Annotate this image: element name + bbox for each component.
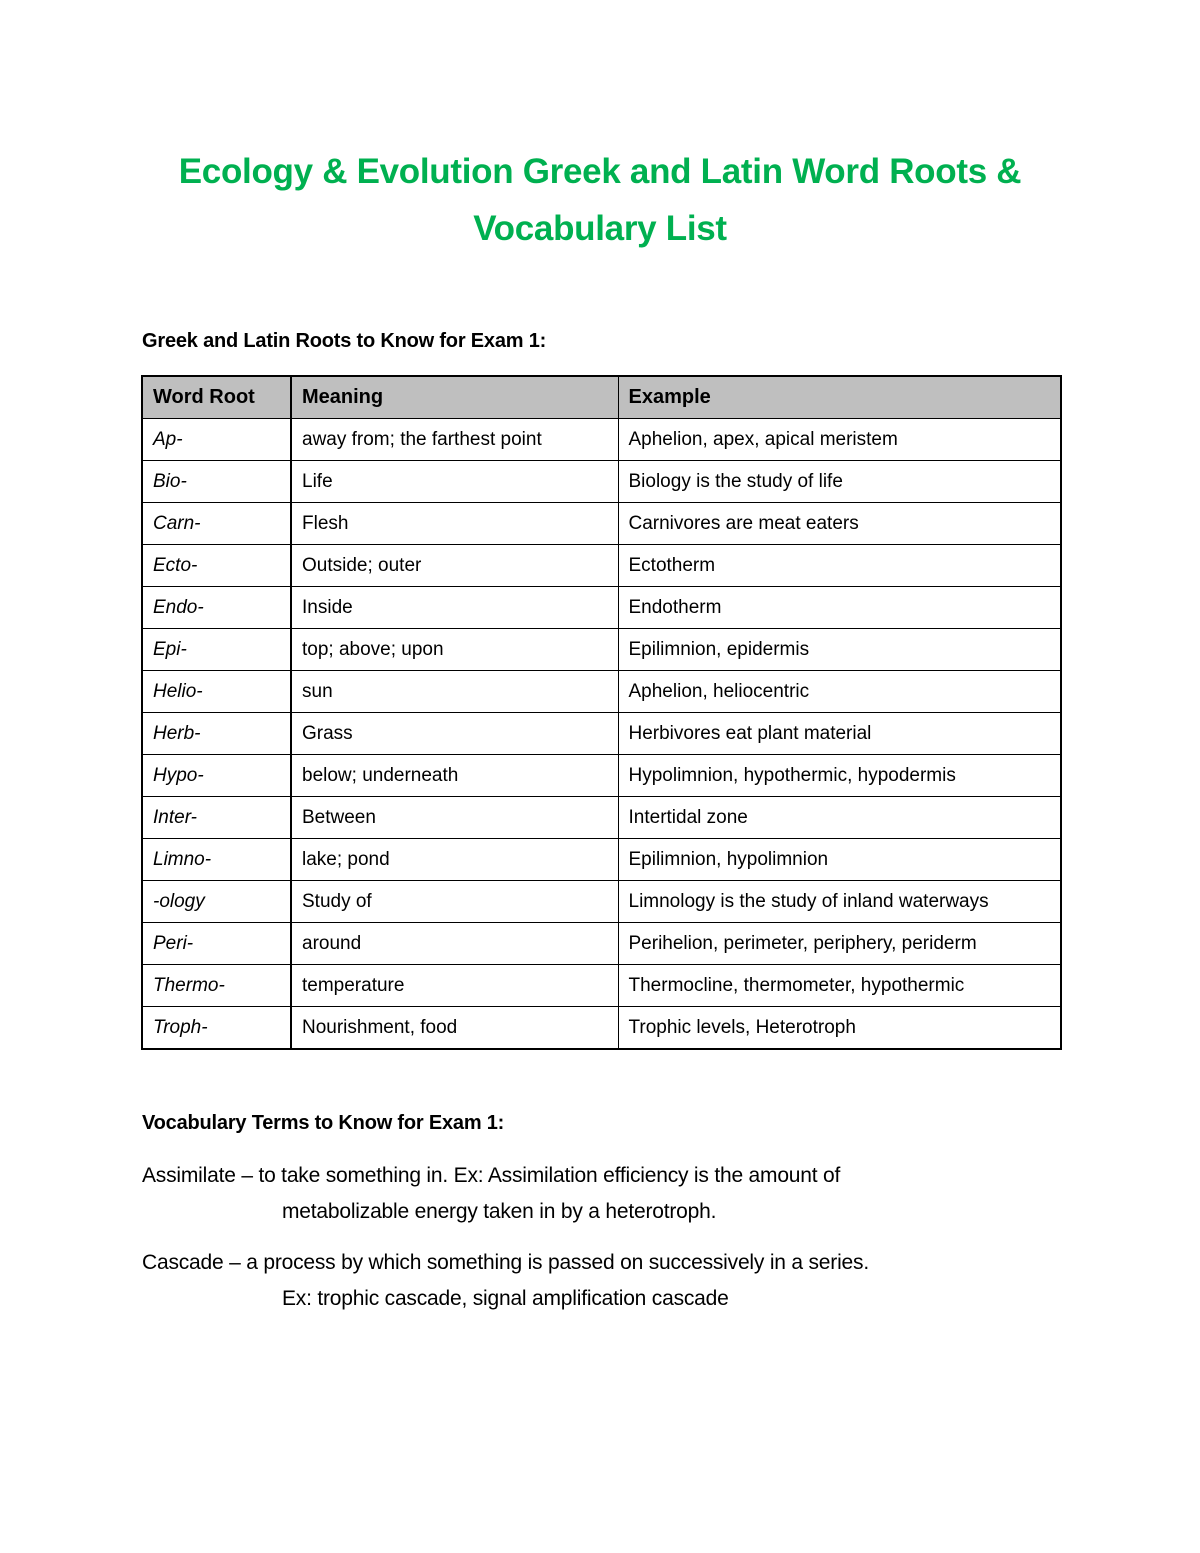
root-cell: -ology xyxy=(142,881,291,923)
example-cell: Intertidal zone xyxy=(618,797,1061,839)
meaning-cell: away from; the farthest point xyxy=(291,419,618,461)
example-cell: Biology is the study of life xyxy=(618,461,1061,503)
example-cell: Endotherm xyxy=(618,587,1061,629)
table-row xyxy=(142,713,1061,755)
root-cell: Peri- xyxy=(142,923,291,965)
table-row xyxy=(142,419,1061,461)
example-cell: Trophic levels, Heterotroph xyxy=(618,1007,1061,1050)
table-row xyxy=(142,461,1061,503)
root-cell: Helio- xyxy=(142,671,291,713)
column-header-word-root: Word Root xyxy=(142,376,291,419)
root-cell: Troph- xyxy=(142,1007,291,1050)
root-cell: Ecto- xyxy=(142,545,291,587)
column-header-meaning: Meaning xyxy=(291,376,618,419)
meaning-cell: temperature xyxy=(291,965,618,1007)
example-cell: Aphelion, heliocentric xyxy=(618,671,1061,713)
meaning-cell: Flesh xyxy=(291,503,618,545)
example-cell: Herbivores eat plant material xyxy=(618,713,1061,755)
vocab-term-cascade xyxy=(142,1245,1042,1317)
example-cell: Hypolimnion, hypothermic, hypodermis xyxy=(618,755,1061,797)
root-cell: Herb- xyxy=(142,713,291,755)
root-cell: Thermo- xyxy=(142,965,291,1007)
word-roots-table xyxy=(141,375,1062,1050)
meaning-cell: Between xyxy=(291,797,618,839)
meaning-cell: Outside; outer xyxy=(291,545,618,587)
table-row xyxy=(142,587,1061,629)
root-cell: Ap- xyxy=(142,419,291,461)
table-row xyxy=(142,629,1061,671)
table-row xyxy=(142,755,1061,797)
table-row xyxy=(142,1007,1061,1050)
meaning-cell: Grass xyxy=(291,713,618,755)
roots-section-heading: Greek and Latin Roots to Know for Exam 1: xyxy=(142,330,547,352)
meaning-cell: sun xyxy=(291,671,618,713)
vocab-term-continuation: metabolizable energy taken in by a heterotroph. xyxy=(282,1200,717,1223)
example-cell: Thermocline, thermometer, hypothermic xyxy=(618,965,1061,1007)
document-title: Ecology & Evolution Greek and Latin Word Roots & Vocabulary List xyxy=(178,152,1022,248)
root-cell: Bio- xyxy=(142,461,291,503)
root-cell: Hypo- xyxy=(142,755,291,797)
root-cell: Inter- xyxy=(142,797,291,839)
meaning-cell: lake; pond xyxy=(291,839,618,881)
table-row xyxy=(142,839,1061,881)
table-header-row xyxy=(142,376,1061,419)
meaning-cell: top; above; upon xyxy=(291,629,618,671)
table-row xyxy=(142,503,1061,545)
example-cell: Epilimnion, epidermis xyxy=(618,629,1061,671)
meaning-cell: below; underneath xyxy=(291,755,618,797)
column-header-example: Example xyxy=(618,376,1061,419)
table-row xyxy=(142,545,1061,587)
root-cell: Endo- xyxy=(142,587,291,629)
meaning-cell: Nourishment, food xyxy=(291,1007,618,1050)
table-row xyxy=(142,965,1061,1007)
meaning-cell: Study of xyxy=(291,881,618,923)
root-cell: Epi- xyxy=(142,629,291,671)
example-cell: Carnivores are meat eaters xyxy=(618,503,1061,545)
vocab-term-line: Cascade – a process by which something is passed on successively in a series. xyxy=(142,1251,869,1274)
example-cell: Aphelion, apex, apical meristem xyxy=(618,419,1061,461)
vocab-term-line: Assimilate – to take something in. Ex: Assimilation efficiency is the amount of xyxy=(142,1164,841,1187)
table-row xyxy=(142,671,1061,713)
meaning-cell: Life xyxy=(291,461,618,503)
example-cell: Epilimnion, hypolimnion xyxy=(618,839,1061,881)
root-cell: Limno- xyxy=(142,839,291,881)
meaning-cell: Inside xyxy=(291,587,618,629)
example-cell: Perihelion, perimeter, periphery, periderm xyxy=(618,923,1061,965)
example-cell: Ectotherm xyxy=(618,545,1061,587)
example-cell: Limnology is the study of inland waterways xyxy=(618,881,1061,923)
table-row xyxy=(142,797,1061,839)
table-row xyxy=(142,923,1061,965)
vocab-term-assimilate xyxy=(142,1158,1042,1230)
vocab-term-continuation: Ex: trophic cascade, signal amplification cascade xyxy=(282,1287,729,1310)
root-cell: Carn- xyxy=(142,503,291,545)
meaning-cell: around xyxy=(291,923,618,965)
table-row xyxy=(142,881,1061,923)
vocab-section-heading: Vocabulary Terms to Know for Exam 1: xyxy=(142,1112,505,1134)
